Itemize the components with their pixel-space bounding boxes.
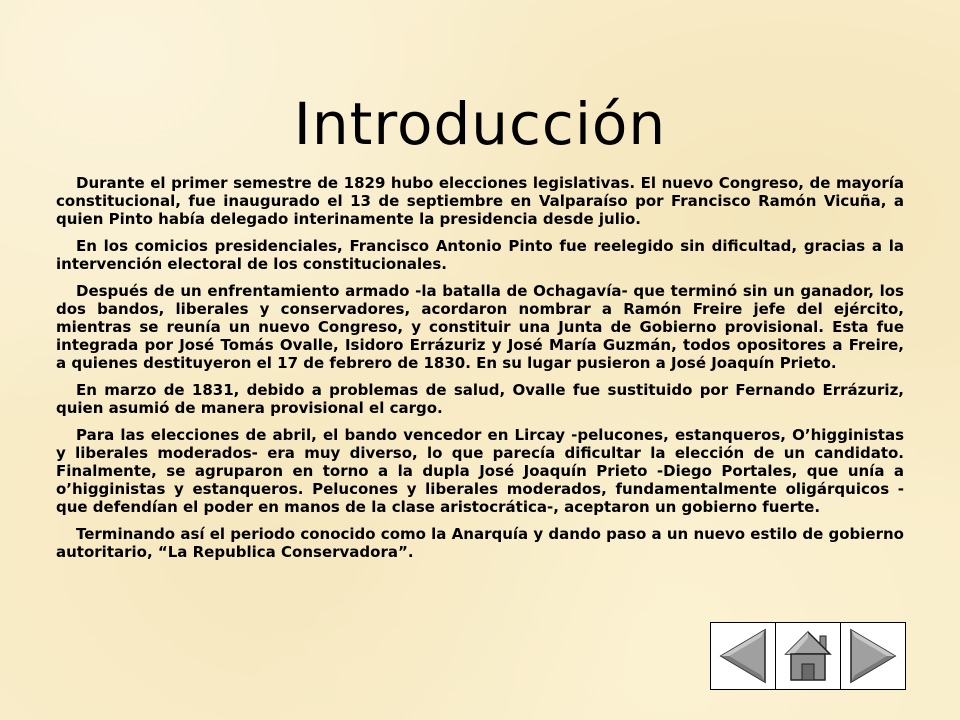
navigation-bar	[710, 622, 906, 690]
paragraph-2: En los comicios presidenciales, Francisco Antonio Pinto fue reelegido sin dificultad, gracias a la intervención electoral de los constitucionales.	[56, 237, 904, 273]
paragraph-6: Terminando así el periodo conocido como la Anarquía y dando paso a un nuevo estilo de gobierno autoritario, “La Republica Conservadora”.	[56, 525, 904, 561]
paragraph-4: En marzo de 1831, debido a problemas de salud, Ovalle fue sustituido por Fernando Errázuriz, quien asumió de manera provisional el cargo.	[56, 381, 904, 417]
paragraph-1: Durante el primer semestre de 1829 hubo elecciones legislativas. El nuevo Congreso, de mayoría constitucional, fue inaugurado el 13 de septiembre en Valparaíso por Francisco Ramón Vicuña, a quien Pinto había delegado interinamente la presidencia desde julio.	[56, 174, 904, 228]
paragraph-3: Después de un enfrentamiento armado -la batalla de Ochagavía- que terminó sin un ganador, los dos bandos, liberales y conservadores, acordaron nombrar a Ramón Freire jefe del ejército, mientras se reunía un nuevo Congreso, y constituir una Junta de Gobierno provisional. Esta fue integrada por José Tomás Ovalle, Isidoro Errázuriz y José María Guzmán, todos opositores a Freire, a quienes destituyeron el 17 de febrero de 1830. En su lugar pusieron a José Joaquín Prieto.	[56, 282, 904, 372]
slide-title: Introducción	[293, 90, 667, 158]
home-button[interactable]	[776, 623, 841, 689]
paragraph-5: Para las elecciones de abril, el bando vencedor en Lircay -pelucones, estanqueros, O’higginistas y liberales moderados- era muy diverso, lo que parecía dificultar la elección de un candidato. Finalmente, se agruparon en torno a la dupla José Joaquín Prieto -Diego Portales, que unía a o’higginistas y estanqueros. Pelucones y liberales moderados, fundamentalmente oligárquicos -que defendían el poder en manos de la clase aristocrática-, aceptaron un gobierno fuerte.	[56, 426, 904, 516]
previous-button[interactable]	[711, 623, 776, 689]
next-button[interactable]	[841, 623, 905, 689]
slide-body	[56, 174, 904, 570]
triangle-right-icon	[845, 626, 901, 686]
home-icon	[780, 626, 836, 686]
triangle-left-icon	[715, 626, 771, 686]
